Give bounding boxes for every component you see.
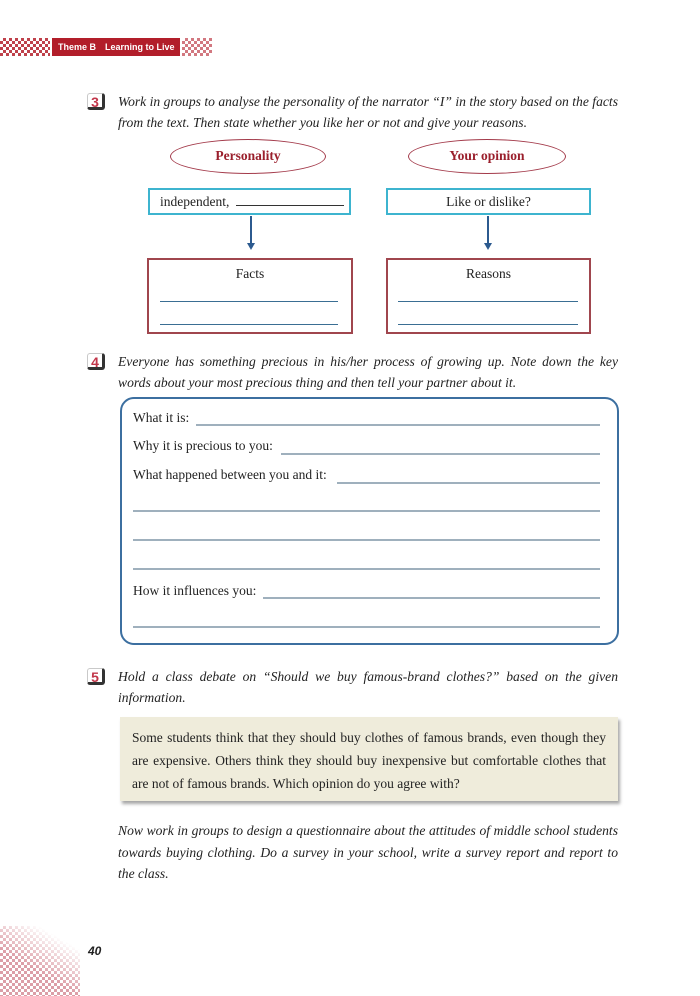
task5-instruction: Hold a class debate on “Should we buy famous-brand clothes?” based on the given information. xyxy=(118,669,618,705)
reasons-line-2[interactable] xyxy=(398,324,578,325)
page-number: 40 xyxy=(88,944,102,958)
debate-info-note xyxy=(120,717,618,801)
debate-info-text: Some students think that they should buy clothes of famous brands, even though they are expensive. Others think they should buy inexpensive but comfortable clothes that are not of famous brands. Which opinion do you agree with? xyxy=(132,730,606,791)
arrow-line-right xyxy=(487,216,489,244)
facts-line-2[interactable] xyxy=(160,324,338,325)
prompt-what-it-is: What it is: xyxy=(133,410,190,425)
task3-instruction: Work in groups to analyse the personality of the narrator “I” in the story based on the facts from the text. Then state whether you like her or not and give your reasons. xyxy=(118,94,618,130)
reasons-label: Reasons xyxy=(466,266,511,281)
personality-oval: Personality xyxy=(170,139,326,174)
answer-line-what-happened[interactable] xyxy=(337,482,600,484)
prompt-what-happened: What happened between you and it: xyxy=(133,467,327,482)
answer-line-extra-4[interactable] xyxy=(133,626,600,628)
facts-line-1[interactable] xyxy=(160,301,338,302)
prompt-why-precious: Why it is precious to you: xyxy=(133,438,273,453)
personality-blank[interactable] xyxy=(236,205,344,206)
precious-thing-notebox xyxy=(120,397,619,645)
personality-prefix: independent, xyxy=(160,194,230,209)
header-pattern-left xyxy=(0,38,50,56)
theme-header xyxy=(0,38,215,56)
prompt-how-influences: How it influences you: xyxy=(133,583,257,598)
theme-label: Theme B xyxy=(58,42,97,52)
task-number-5: 5 xyxy=(87,668,105,685)
task-number-3: 3 xyxy=(87,93,105,110)
answer-line-extra-2[interactable] xyxy=(133,539,600,541)
facts-box[interactable] xyxy=(147,258,353,334)
like-dislike-box[interactable]: Like or dislike? xyxy=(386,188,591,215)
arrow-down-icon xyxy=(484,243,492,250)
task4-instruction: Everyone has something precious in his/her process of growing up. Note down the key words about your most precious thing and then tell your partner about it. xyxy=(118,354,618,390)
header-pattern-right xyxy=(182,38,212,56)
task5-followup: Now work in groups to design a questionnaire about the attitudes of middle school students towards buying clothing. Do a survey in your school, write a survey report and report to the class. xyxy=(118,823,618,881)
reasons-line-1[interactable] xyxy=(398,301,578,302)
opinion-oval: Your opinion xyxy=(408,139,566,174)
reasons-box[interactable] xyxy=(386,258,591,334)
footer-pattern xyxy=(0,926,80,996)
answer-line-extra-1[interactable] xyxy=(133,510,600,512)
task-number-4: 4 xyxy=(87,353,105,370)
answer-line-how-influences[interactable] xyxy=(263,597,600,599)
answer-line-extra-3[interactable] xyxy=(133,568,600,570)
arrow-line-left xyxy=(250,216,252,244)
theme-tag xyxy=(52,38,180,56)
theme-title: Learning to Live xyxy=(105,42,175,52)
answer-line-what-it-is[interactable] xyxy=(196,424,600,426)
arrow-down-icon xyxy=(247,243,255,250)
facts-label: Facts xyxy=(235,266,265,281)
answer-line-why-precious[interactable] xyxy=(281,453,600,455)
personality-input-box[interactable] xyxy=(148,188,351,215)
